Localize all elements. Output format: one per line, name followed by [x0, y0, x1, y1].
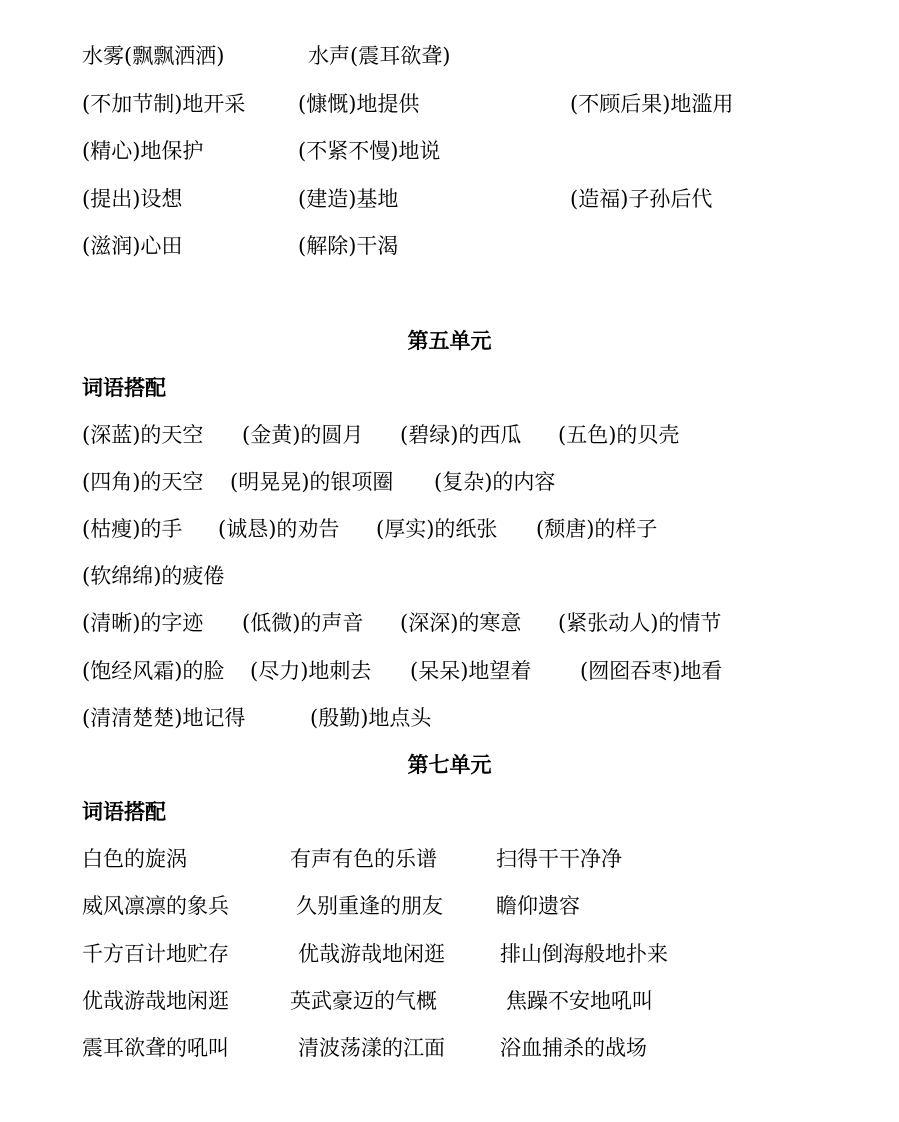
phrase: 扫得干干净净 [496, 847, 622, 871]
phrase: (清清楚楚)地记得 [82, 706, 246, 730]
phrase: (四角)的天空 [82, 470, 204, 494]
phrase: 水声(震耳欲聋) [308, 44, 451, 68]
phrase: 优哉游哉地闲逛 [82, 989, 229, 1013]
phrase: 焦躁不安地吼叫 [506, 989, 653, 1013]
phrase: 水雾(飘飘洒洒) [82, 44, 225, 68]
phrase: (深蓝)的天空 [82, 423, 204, 447]
phrase: (软绵绵)的疲倦 [82, 564, 225, 588]
phrase: 久别重逢的朋友 [296, 894, 443, 918]
phrase: 千方百计地贮存 [82, 942, 229, 966]
phrase: (厚实)的纸张 [376, 517, 498, 541]
phrase: (饱经风霜)的脸 [82, 659, 225, 683]
phrase: 瞻仰遗容 [496, 894, 580, 918]
phrase: (诚恳)的劝告 [218, 517, 340, 541]
phrase: 排山倒海般地扑来 [500, 942, 668, 966]
phrase: 白色的旋涡 [82, 847, 187, 871]
phrase: 威风凛凛的象兵 [82, 894, 229, 918]
phrase: 浴血捕杀的战场 [500, 1036, 647, 1060]
phrase: (囫囵吞枣)地看 [580, 659, 723, 683]
unit7-subtitle: 词语搭配 [82, 800, 166, 824]
unit5-title: 第五单元 [407, 329, 492, 353]
phrase: (枯瘦)的手 [82, 517, 183, 541]
unit7-title: 第七单元 [407, 753, 492, 777]
phrase: (滋润)心田 [82, 234, 183, 258]
phrase: (碧绿)的西瓜 [400, 423, 522, 447]
phrase: (不顾后果)地滥用 [570, 92, 734, 116]
phrase: (深深)的寒意 [400, 611, 522, 635]
phrase: (颓唐)的样子 [536, 517, 658, 541]
phrase: 优哉游哉地闲逛 [298, 942, 445, 966]
phrase: 有声有色的乐谱 [290, 847, 437, 871]
phrase: (不加节制)地开采 [82, 92, 246, 116]
phrase: 震耳欲聋的吼叫 [82, 1036, 229, 1060]
phrase: (殷勤)地点头 [310, 706, 432, 730]
phrase: (提出)设想 [82, 187, 183, 211]
phrase: (造福)子孙后代 [570, 187, 713, 211]
phrase: (尽力)地刺去 [250, 659, 372, 683]
phrase: (金黄)的圆月 [242, 423, 364, 447]
phrase: (解除)干渴 [298, 234, 399, 258]
phrase: (清晰)的字迹 [82, 611, 204, 635]
phrase: (建造)基地 [298, 187, 399, 211]
phrase: (低微)的声音 [242, 611, 364, 635]
phrase: (呆呆)地望着 [410, 659, 532, 683]
phrase: (精心)地保护 [82, 139, 204, 163]
phrase: (不紧不慢)地说 [298, 139, 441, 163]
phrase: (明晃晃)的银项圈 [230, 470, 394, 494]
phrase: 清波荡漾的江面 [298, 1036, 445, 1060]
phrase: (五色)的贝壳 [558, 423, 680, 447]
phrase: 英武豪迈的气概 [290, 989, 437, 1013]
phrase: (慷慨)地提供 [298, 92, 420, 116]
unit5-subtitle: 词语搭配 [82, 376, 166, 400]
phrase: (紧张动人)的情节 [558, 611, 722, 635]
phrase: (复杂)的内容 [434, 470, 556, 494]
